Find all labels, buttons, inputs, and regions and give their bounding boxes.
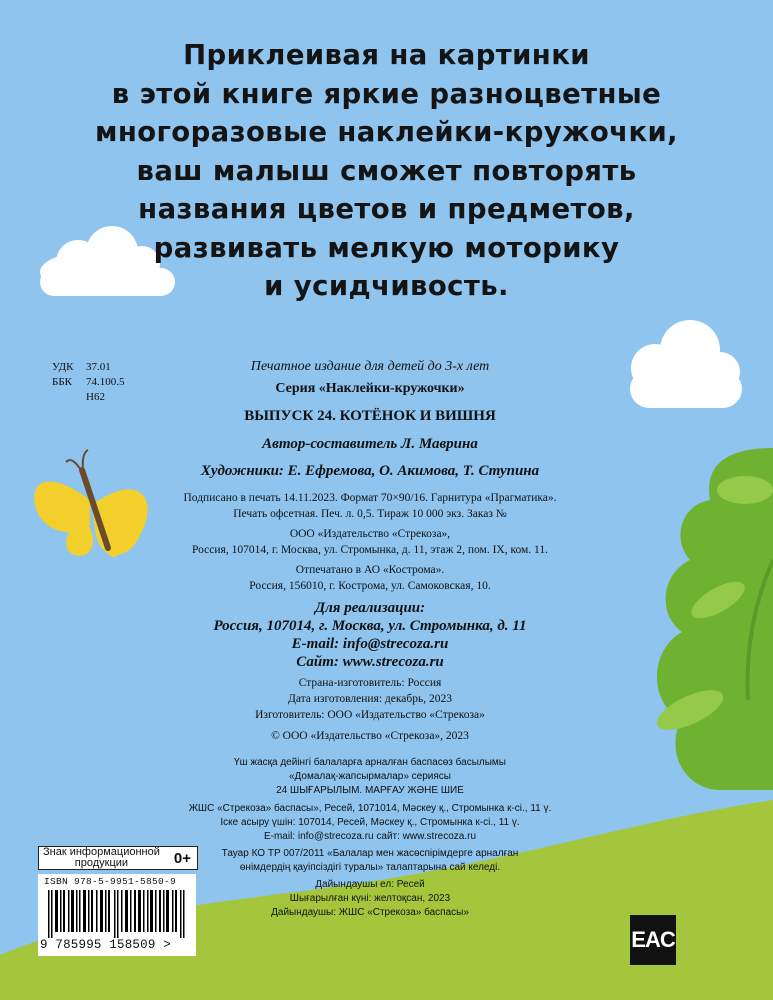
info-product-sign <box>38 846 198 870</box>
udk-label: УДК <box>52 361 74 373</box>
publisher: ООО «Издательство «Стрекоза», <box>289 528 451 540</box>
sales-label: Для реализации: <box>314 600 426 616</box>
kz-line: ЖШС «Стрекоза» баспасы», Ресей, 1071014, Мәскеу қ., Стромынка к-сі., 11 ү. <box>188 803 552 814</box>
author: Автор-составитель Л. Маврина <box>262 436 478 452</box>
signed-line: Подписано в печать 14.11.2023. Формат 70×90/16. Гарнитура «Прагматика». <box>183 492 557 504</box>
intro-line: многоразовые наклейки-кружочки, <box>94 116 679 148</box>
sign-label: Знак информационной <box>43 846 160 858</box>
edition-type: Печатное издание для детей до 3-х лет <box>250 359 490 374</box>
kz-line: Іске асыру үшін: 107014, Ресей, Мәскеу қ., Стромынка к-сі., 11 ү. <box>220 817 520 828</box>
bbk-label: ББК <box>52 376 72 388</box>
age-rating: 0+ <box>173 850 191 867</box>
intro-line: в этой книге яркие разноцветные <box>111 77 662 110</box>
intro-line: и усидчивость. <box>264 270 509 302</box>
printed-at: Отпечатано в АО «Кострома». <box>295 564 445 576</box>
series: Серия «Наклейки-кружочки» <box>275 381 465 396</box>
intro-line: ваш малыш сможет повторять <box>136 154 637 187</box>
kz-line: «Домалақ-жапсырмалар» сериясы <box>288 771 451 782</box>
kz-line: Үш жасқа дейінгі балаларға арналған баспасөз басылымы <box>234 757 506 768</box>
site: Сайт: www.strecoza.ru <box>296 654 444 670</box>
copyright: © ООО «Издательство «Стрекоза», 2023 <box>271 730 469 742</box>
date: Дата изготовления: декабрь, 2023 <box>287 693 452 705</box>
intro-text <box>0 36 773 306</box>
intro-line: Приклеивая на картинки <box>183 39 590 71</box>
isbn-digits: 9 785995 158509 > <box>40 938 171 952</box>
kz-line: Тауар КО ТР 007/2011 «Балалар мен жасөспірімдерге арналған <box>221 848 519 859</box>
country: Страна-изготовитель: Россия <box>298 677 442 689</box>
kz-line: өнімдердің қауіпсіздігі туралы» талаптарына сай келеді. <box>239 862 501 873</box>
bush-icon <box>651 448 773 790</box>
eac-mark: EAC <box>630 915 676 965</box>
sign-label: продукции <box>74 857 129 869</box>
kz-line: Дайындаушы: ЖШС «Стрекоза» баспасы» <box>271 907 469 918</box>
printer-address: Россия, 156010, г. Кострома, ул. Самоковская, 10. <box>249 580 491 592</box>
artists: Художники: Е. Ефремова, О. Акимова, Т. Ступина <box>200 463 540 479</box>
author-code: Н62 <box>86 391 105 403</box>
udk-value: 37.01 <box>86 361 111 373</box>
email: E-mail: info@strecoza.ru <box>291 636 449 652</box>
publisher-address: Россия, 107014, г. Москва, ул. Стромынка, д. 11, этаж 2, пом. IX, ком. 11. <box>192 544 548 556</box>
udk-block <box>52 360 125 405</box>
barcode-icon <box>48 890 188 938</box>
isbn-text: ISBN 978-5-9951-5850-9 <box>44 876 177 887</box>
kz-line: E-mail: info@strecoza.ru сайт: www.strecoza.ru <box>263 831 477 842</box>
intro-line: развивать мелкую моторику <box>153 231 620 264</box>
kz-line: 24 ШЫҒАРЫЛЫМ. МАРҒАУ ЖӘНЕ ШИЕ <box>276 785 464 796</box>
manufacturer: Изготовитель: ООО «Издательство «Стрекоза» <box>255 709 485 721</box>
isbn-barcode <box>38 874 196 956</box>
sales-address: Россия, 107014, г. Москва, ул. Стромынка, д. 11 <box>213 618 527 634</box>
kz-line: Дайындаушы ел: Ресей <box>315 879 425 890</box>
issue-title: ВЫПУСК 24. КОТЁНОК И ВИШНЯ <box>244 408 496 424</box>
kz-line: Шығарылған күні: желтоқсан, 2023 <box>289 893 451 904</box>
cloud-right-icon <box>630 320 742 408</box>
bbk-value: 74.100.5 <box>86 376 125 388</box>
print-line: Печать офсетная. Печ. л. 0,5. Тираж 10 000 экз. Заказ № <box>233 508 507 520</box>
intro-line: названия цветов и предметов, <box>138 193 635 225</box>
